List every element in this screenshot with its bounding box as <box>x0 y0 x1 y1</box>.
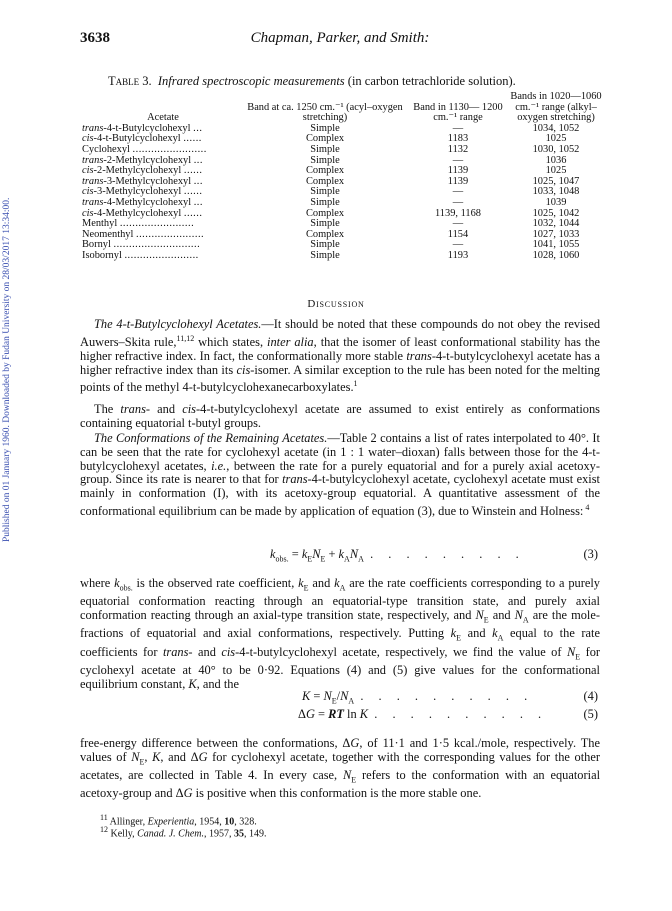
alkyl-bands: 1025 <box>545 133 567 145</box>
acyl-band: Simple <box>310 186 340 198</box>
alkyl-bands: 1028, 1060 <box>532 249 580 261</box>
acetate-name: trans-2-Methylcyclohexyl ... <box>82 154 203 166</box>
table-row <box>82 251 602 262</box>
acyl-band: Simple <box>310 239 340 251</box>
alkyl-bands: 1039 <box>545 196 567 208</box>
acyl-band: Complex <box>305 207 345 219</box>
mid-band: 1139 <box>447 165 469 177</box>
acyl-band: Complex <box>305 133 345 145</box>
alkyl-bands: 1033, 1048 <box>532 186 580 198</box>
mid-band: 1183 <box>447 133 469 145</box>
mid-band: 1139, 1168 <box>435 207 481 219</box>
header-acetate: Acetate <box>147 112 179 124</box>
ir-table <box>82 92 602 262</box>
mid-band: — <box>452 196 464 208</box>
paragraph-4: where $k_{obs.}$ is the observed rate coefficient, $k_E$ and $k_A$ are the rate coefficients corresponding to a purely equatorial conformation reacting through an equatorial-type transition state, and purely axial conformation reacting through an axial-type transition state, respectively, and $N_E$ and $N_A$ are the mole-fractions of equatorial and axial conformations, respectively. Putting $k_E$ and $k_A$ equal to the rate coefficients for trans- and cis-4-t-butylcyclohexyl acetate, respectively, we find the value of $N_E$ for cyclohexyl acetate at 40° to be 0·92. Equations (4) and (5) give values for the conformational equilibrium constant, K, and the <box>80 576 601 691</box>
acyl-band: Complex <box>305 175 345 187</box>
acetate-name: cis-4-Methylcyclohexyl ...... <box>82 207 203 219</box>
paragraph-3: The Conformations of the Remaining Acetates.—Table 2 contains a list of rates interpolated to 40°. It can be seen that the rate for cyclohexyl acetate (in 1 : 1 water–dioxan) falls between those for the 4-t-butylcyclohexyl acetates, i.e., between the rate for a purely equatorial and for a purely axial acetoxy-group. Since its rate is nearer to that for trans-4-t-butylcyclohexyl acetate, cyclohexyl acetate must exist mainly in conformation (I), with its acetoxy-group equatorial. A quantitative assessment of the conformational equilibrium can be made by application of equation (3), due to Winstein and Holness: $^4$ <box>80 431 600 519</box>
acyl-band: Simple <box>310 249 340 261</box>
footnote-12: $^{12}$ Kelly, Canad. J. Chem., 1957, 35, 149. <box>100 825 267 840</box>
acetate-name: cis-4-t-Butylcyclohexyl ...... <box>82 133 202 145</box>
p1-title: The 4-t-Butylcyclohexyl Acetates. <box>94 317 262 331</box>
acyl-band: Complex <box>305 228 345 240</box>
running-title: Chapman, Parker, and Smith: <box>250 30 430 46</box>
header-alkyl: Bands in 1020—1060 cm.⁻¹ range (alkyl–oxygen stretching) <box>510 91 602 124</box>
acetate-name: cis-3-Methylcyclohexyl ...... <box>82 186 203 198</box>
acetate-name: Neomenthyl ...................... <box>82 228 205 240</box>
mid-band: — <box>452 154 464 166</box>
acetate-name: Menthyl ........................ <box>82 218 195 230</box>
mid-band: — <box>452 239 464 251</box>
page-header <box>80 30 600 50</box>
acetate-name: trans-4-t-Butylcyclohexyl ... <box>82 122 203 134</box>
acyl-band: Complex <box>305 165 345 177</box>
alkyl-bands: 1025, 1047 <box>532 175 580 187</box>
alkyl-bands: 1041, 1055 <box>532 239 580 251</box>
table-label: Table 3. <box>108 74 152 88</box>
acetate-name: Cyclohexyl ........................ <box>82 143 207 155</box>
footnote-11: $^{11}$ Allinger, Experientia, 1954, 10, 328. <box>100 813 257 828</box>
alkyl-bands: 1034, 1052 <box>532 122 580 134</box>
alkyl-bands: 1032, 1044 <box>532 218 580 230</box>
eq3-number: (3) <box>583 547 598 561</box>
alkyl-bands: 1030, 1052 <box>532 143 580 155</box>
acetate-name: trans-4-Methylcyclohexyl ... <box>82 196 203 208</box>
header-acyl: Band at ca. 1250 cm.⁻¹ (acyl–oxygen stretching) <box>247 101 403 124</box>
paragraph-2: The trans- and cis-4-t-butylcyclohexyl acetate are assumed to exist entirely as conformations containing equatorial t-butyl groups. <box>80 402 600 430</box>
mid-band: 1193 <box>447 249 469 261</box>
alkyl-bands: 1025, 1042 <box>532 207 580 219</box>
acetate-name: Isobornyl ........................ <box>82 249 199 261</box>
paragraph-5: free-energy difference between the conformations, ΔG, of 11·1 and 1·5 kcal./mole, respectively. The values of $N_E$, K, and ΔG for cyclohexyl acetate, together with the corresponding values for the other acetates, are collected in Table 4. In every case, $N_E$ refers to the conformation with an equatorial acetoxy-group and ΔG is positive when this conformation is the more stable one. <box>80 736 601 801</box>
mid-band: — <box>452 186 464 198</box>
acyl-band: Simple <box>310 218 340 230</box>
acyl-band: Simple <box>310 122 340 134</box>
table-body <box>82 124 602 262</box>
header-mid: Band in 1130— 1200 cm.⁻¹ range <box>413 101 503 124</box>
acyl-band: Simple <box>310 154 340 166</box>
page-number: 3638 <box>80 30 110 46</box>
eq5-number: (5) <box>583 707 598 721</box>
mid-band: 1154 <box>447 228 469 240</box>
table-note: (in carbon tetrachloride solution). <box>347 74 516 88</box>
mid-band: — <box>452 218 464 230</box>
section-heading: Discussion <box>307 298 365 310</box>
mid-band: — <box>452 122 464 134</box>
acyl-band: Simple <box>310 143 340 155</box>
acetate-name: trans-3-Methylcyclohexyl ... <box>82 175 203 187</box>
acetate-name: cis-2-Methylcyclohexyl ...... <box>82 165 203 177</box>
alkyl-bands: 1036 <box>545 154 567 166</box>
mid-band: 1132 <box>447 143 469 155</box>
download-notice: Published on 01 January 1960. Downloaded by Fudan University on 28/03/2017 13:34:00. <box>2 197 12 543</box>
table-caption <box>108 74 516 89</box>
table-title: Infrared spectroscopic measurements <box>157 74 345 88</box>
alkyl-bands: 1025 <box>545 165 567 177</box>
acyl-band: Simple <box>310 196 340 208</box>
p3-title: The Conformations of the Remaining Acetates. <box>94 431 328 445</box>
eq4-number: (4) <box>583 689 598 703</box>
alkyl-bands: 1027, 1033 <box>532 228 580 240</box>
acetate-name: Bornyl ............................ <box>82 239 201 251</box>
mid-band: 1139 <box>447 175 469 187</box>
paragraph-1: The 4-t-Butylcyclohexyl Acetates.—It should be noted that these compounds do not obey the revised Auwers–Skita rule,$^{11,12}$ which states, inter alia, that the isomer of least conformational stability has the higher refractive index. In fact, the conformationally more stable trans-4-t-butylcyclohexyl acetate has a higher refractive index than its cis-isomer. A similar exception to the rule has been noted for the melting points of the methyl 4-t-butylcyclohexanecarboxylates.$^1$ <box>80 317 601 395</box>
